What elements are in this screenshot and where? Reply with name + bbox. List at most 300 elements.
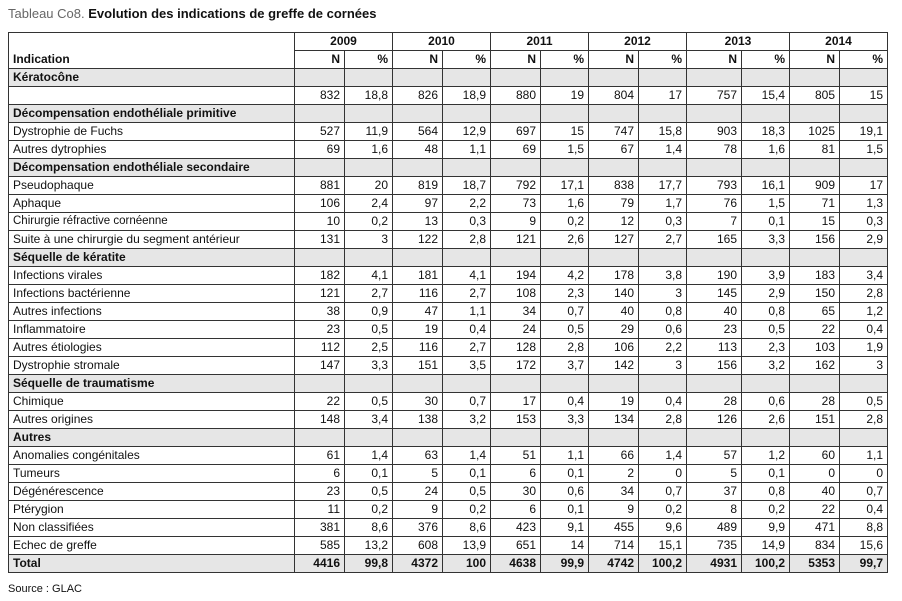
empty-cell: [589, 69, 639, 87]
table-row: [9, 285, 888, 303]
empty-cell: [491, 249, 541, 267]
count-cell: 651: [491, 537, 541, 555]
year-header-row: [9, 33, 888, 51]
count-cell: 903: [687, 123, 742, 141]
count-cell: 585: [295, 537, 345, 555]
percent-cell: 1,4: [443, 447, 491, 465]
percent-cell: 4,1: [345, 267, 393, 285]
count-cell: 121: [295, 285, 345, 303]
empty-cell: [345, 69, 393, 87]
percent-cell: 0,2: [742, 501, 790, 519]
empty-cell: [345, 159, 393, 177]
empty-cell: [742, 249, 790, 267]
table-row: [9, 303, 888, 321]
count-cell: 145: [687, 285, 742, 303]
percent-cell: 3,9: [742, 267, 790, 285]
empty-cell: [393, 375, 443, 393]
empty-cell: [687, 159, 742, 177]
percent-cell: 1,2: [840, 303, 888, 321]
count-cell: 112: [295, 339, 345, 357]
count-cell: 12: [589, 213, 639, 231]
empty-cell: [639, 375, 687, 393]
count-cell: 28: [790, 393, 840, 411]
empty-cell: [790, 105, 840, 123]
table-row: [9, 537, 888, 555]
percent-cell: 3: [639, 285, 687, 303]
empty-cell: [491, 69, 541, 87]
count-cell: 8: [687, 501, 742, 519]
percent-cell: 0,2: [345, 501, 393, 519]
count-cell: 4742: [589, 555, 639, 573]
count-cell: 4372: [393, 555, 443, 573]
percent-cell: 3,2: [742, 357, 790, 375]
section-label: Kératocône: [9, 69, 295, 87]
count-cell: 22: [790, 501, 840, 519]
row-label: Autres origines: [9, 411, 295, 429]
n-header: N: [491, 51, 541, 69]
year-header: 2014: [790, 33, 888, 51]
percent-cell: 4,2: [541, 267, 589, 285]
percent-cell: 0,8: [742, 483, 790, 501]
percent-cell: 0,5: [541, 321, 589, 339]
empty-cell: [345, 375, 393, 393]
percent-cell: 1,4: [639, 141, 687, 159]
empty-cell: [491, 159, 541, 177]
section-label: Décompensation endothéliale primitive: [9, 105, 295, 123]
count-cell: 183: [790, 267, 840, 285]
count-cell: 106: [589, 339, 639, 357]
count-cell: 148: [295, 411, 345, 429]
count-cell: 15: [790, 213, 840, 231]
count-cell: 131: [295, 231, 345, 249]
percent-cell: 3,4: [840, 267, 888, 285]
count-cell: 60: [790, 447, 840, 465]
empty-cell: [491, 429, 541, 447]
count-cell: 0: [790, 465, 840, 483]
section-label: Séquelle de kératite: [9, 249, 295, 267]
percent-cell: 2,5: [345, 339, 393, 357]
percent-cell: 0,2: [639, 501, 687, 519]
empty-cell: [443, 69, 491, 87]
count-cell: 134: [589, 411, 639, 429]
percent-cell: 2,7: [443, 339, 491, 357]
empty-cell: [295, 249, 345, 267]
empty-cell: [840, 105, 888, 123]
count-cell: 128: [491, 339, 541, 357]
count-cell: 48: [393, 141, 443, 159]
count-cell: 34: [589, 483, 639, 501]
percent-cell: 8,6: [443, 519, 491, 537]
count-cell: 78: [687, 141, 742, 159]
count-cell: 37: [687, 483, 742, 501]
section-row: [9, 429, 888, 447]
count-cell: 834: [790, 537, 840, 555]
row-label: Chimique: [9, 393, 295, 411]
empty-cell: [589, 249, 639, 267]
percent-cell: 0: [840, 465, 888, 483]
count-cell: 23: [295, 321, 345, 339]
count-cell: 804: [589, 87, 639, 105]
empty-cell: [840, 69, 888, 87]
percent-cell: 18,3: [742, 123, 790, 141]
indication-header: Indication: [9, 33, 295, 69]
empty-cell: [295, 69, 345, 87]
percent-cell: 100,2: [639, 555, 687, 573]
percent-cell: 2,6: [541, 231, 589, 249]
percent-cell: 0,5: [443, 483, 491, 501]
percent-cell: 2,2: [639, 339, 687, 357]
empty-cell: [393, 249, 443, 267]
percent-cell: 100,2: [742, 555, 790, 573]
percent-cell: 3: [639, 357, 687, 375]
count-cell: 2: [589, 465, 639, 483]
count-cell: 381: [295, 519, 345, 537]
percent-cell: 17: [639, 87, 687, 105]
table-body: [9, 69, 888, 573]
count-cell: 793: [687, 177, 742, 195]
percent-cell: 0,6: [541, 483, 589, 501]
percent-cell: 1,1: [541, 447, 589, 465]
percent-cell: 0,3: [443, 213, 491, 231]
count-cell: 5: [393, 465, 443, 483]
empty-cell: [295, 429, 345, 447]
count-cell: 182: [295, 267, 345, 285]
count-cell: 608: [393, 537, 443, 555]
table-title-text: Evolution des indications de greffe de cornées: [88, 6, 377, 21]
percent-cell: 3: [840, 357, 888, 375]
percent-cell: 0,7: [443, 393, 491, 411]
count-cell: 69: [491, 141, 541, 159]
empty-cell: [639, 249, 687, 267]
count-cell: 9: [393, 501, 443, 519]
row-label: Dégénérescence: [9, 483, 295, 501]
percent-cell: 15,6: [840, 537, 888, 555]
n-header: N: [393, 51, 443, 69]
percent-cell: 0,4: [443, 321, 491, 339]
row-label: Infections bactérienne: [9, 285, 295, 303]
section-row: [9, 69, 888, 87]
percent-cell: 2,4: [345, 195, 393, 213]
percent-cell: 0,5: [345, 321, 393, 339]
count-cell: 805: [790, 87, 840, 105]
percent-cell: 13,2: [345, 537, 393, 555]
count-cell: 4931: [687, 555, 742, 573]
table-row: [9, 393, 888, 411]
count-cell: 23: [295, 483, 345, 501]
percent-cell: 0,6: [742, 393, 790, 411]
count-cell: 792: [491, 177, 541, 195]
count-cell: 69: [295, 141, 345, 159]
table-row: [9, 519, 888, 537]
count-cell: 11: [295, 501, 345, 519]
count-cell: 66: [589, 447, 639, 465]
count-cell: 172: [491, 357, 541, 375]
row-label: Chirurgie réfractive cornéenne: [9, 213, 295, 231]
percent-cell: 14: [541, 537, 589, 555]
count-cell: 5: [687, 465, 742, 483]
percent-cell: 1,5: [541, 141, 589, 159]
empty-cell: [639, 105, 687, 123]
empty-cell: [742, 159, 790, 177]
count-cell: 9: [491, 213, 541, 231]
percent-cell: 19: [541, 87, 589, 105]
percent-cell: 2,9: [840, 231, 888, 249]
count-cell: 106: [295, 195, 345, 213]
count-cell: 17: [491, 393, 541, 411]
count-cell: 22: [295, 393, 345, 411]
row-label: Autres étiologies: [9, 339, 295, 357]
empty-cell: [345, 105, 393, 123]
percent-cell: 15: [541, 123, 589, 141]
n-header: N: [687, 51, 742, 69]
percent-cell: 0,4: [639, 393, 687, 411]
empty-cell: [295, 105, 345, 123]
count-cell: 697: [491, 123, 541, 141]
count-cell: 138: [393, 411, 443, 429]
count-cell: 22: [790, 321, 840, 339]
row-label: Non classifiées: [9, 519, 295, 537]
table-row: [9, 321, 888, 339]
n-header: N: [790, 51, 840, 69]
table-title-prefix: Tableau Co8.: [8, 6, 85, 21]
empty-cell: [295, 159, 345, 177]
count-cell: 23: [687, 321, 742, 339]
percent-cell: 2,9: [742, 285, 790, 303]
count-cell: 79: [589, 195, 639, 213]
table-row: [9, 195, 888, 213]
percent-cell: 0,4: [840, 501, 888, 519]
percent-cell: 1,1: [443, 141, 491, 159]
count-cell: 153: [491, 411, 541, 429]
empty-cell: [589, 429, 639, 447]
empty-cell: [790, 249, 840, 267]
percent-cell: 1,6: [541, 195, 589, 213]
row-label: Ptérygion: [9, 501, 295, 519]
row-label: Tumeurs: [9, 465, 295, 483]
count-cell: 57: [687, 447, 742, 465]
count-cell: 819: [393, 177, 443, 195]
count-cell: 527: [295, 123, 345, 141]
count-cell: 747: [589, 123, 639, 141]
empty-cell: [491, 375, 541, 393]
empty-cell: [639, 69, 687, 87]
table-row: [9, 87, 888, 105]
percent-cell: 2,8: [840, 285, 888, 303]
section-label: Séquelle de traumatisme: [9, 375, 295, 393]
percent-cell: 0,5: [345, 483, 393, 501]
percent-cell: 2,7: [443, 285, 491, 303]
percent-cell: 0,1: [443, 465, 491, 483]
percent-cell: 19,1: [840, 123, 888, 141]
percent-cell: 0,2: [541, 213, 589, 231]
empty-cell: [639, 429, 687, 447]
percent-cell: 1,7: [639, 195, 687, 213]
count-cell: 71: [790, 195, 840, 213]
pct-header: %: [742, 51, 790, 69]
percent-cell: 2,8: [443, 231, 491, 249]
count-cell: 909: [790, 177, 840, 195]
count-cell: 9: [589, 501, 639, 519]
count-cell: 38: [295, 303, 345, 321]
empty-cell: [790, 429, 840, 447]
empty-cell: [589, 159, 639, 177]
table-row: [9, 231, 888, 249]
percent-cell: 99,7: [840, 555, 888, 573]
table-row: [9, 501, 888, 519]
table-title: [8, 6, 376, 21]
year-header: 2012: [589, 33, 687, 51]
percent-cell: 11,9: [345, 123, 393, 141]
empty-cell: [295, 375, 345, 393]
percent-cell: 1,5: [742, 195, 790, 213]
count-cell: 116: [393, 285, 443, 303]
count-cell: 142: [589, 357, 639, 375]
pct-header: %: [639, 51, 687, 69]
empty-cell: [840, 375, 888, 393]
count-cell: 6: [295, 465, 345, 483]
pct-header: %: [345, 51, 393, 69]
empty-cell: [443, 159, 491, 177]
table-row: [9, 339, 888, 357]
table-row: [9, 357, 888, 375]
count-cell: 714: [589, 537, 639, 555]
row-label: Inflammatoire: [9, 321, 295, 339]
percent-cell: 0,4: [840, 321, 888, 339]
count-cell: 832: [295, 87, 345, 105]
empty-cell: [687, 249, 742, 267]
count-cell: 28: [687, 393, 742, 411]
percent-cell: 0,7: [840, 483, 888, 501]
pct-header: %: [840, 51, 888, 69]
count-cell: 24: [393, 483, 443, 501]
percent-cell: 18,7: [443, 177, 491, 195]
empty-cell: [742, 375, 790, 393]
percent-cell: 1,1: [840, 447, 888, 465]
percent-cell: 1,4: [345, 447, 393, 465]
count-cell: 19: [393, 321, 443, 339]
row-label: Anomalies congénitales: [9, 447, 295, 465]
percent-cell: 1,3: [840, 195, 888, 213]
percent-cell: 3,3: [345, 357, 393, 375]
count-cell: 6: [491, 465, 541, 483]
empty-cell: [790, 159, 840, 177]
empty-cell: [589, 105, 639, 123]
count-cell: 122: [393, 231, 443, 249]
count-cell: 151: [393, 357, 443, 375]
empty-cell: [393, 429, 443, 447]
row-label: Total: [9, 555, 295, 573]
percent-cell: 3,5: [443, 357, 491, 375]
pct-header: %: [443, 51, 491, 69]
count-cell: 423: [491, 519, 541, 537]
percent-cell: 0,1: [742, 213, 790, 231]
percent-cell: 9,9: [742, 519, 790, 537]
percent-cell: 2,8: [639, 411, 687, 429]
percent-cell: 0,1: [541, 465, 589, 483]
percent-cell: 0,5: [840, 393, 888, 411]
percent-cell: 1,6: [345, 141, 393, 159]
percent-cell: 8,6: [345, 519, 393, 537]
empty-cell: [491, 105, 541, 123]
empty-cell: [443, 375, 491, 393]
empty-cell: [541, 249, 589, 267]
percent-cell: 0,2: [443, 501, 491, 519]
percent-cell: 2,3: [541, 285, 589, 303]
percent-cell: 3,3: [541, 411, 589, 429]
table-row: [9, 177, 888, 195]
row-label: Dystrophie de Fuchs: [9, 123, 295, 141]
count-cell: 190: [687, 267, 742, 285]
percent-cell: 0: [639, 465, 687, 483]
count-cell: 76: [687, 195, 742, 213]
empty-cell: [790, 375, 840, 393]
count-cell: 151: [790, 411, 840, 429]
count-cell: 4416: [295, 555, 345, 573]
percent-cell: 3,7: [541, 357, 589, 375]
empty-cell: [742, 105, 790, 123]
count-cell: 65: [790, 303, 840, 321]
percent-cell: 9,6: [639, 519, 687, 537]
section-row: [9, 249, 888, 267]
empty-cell: [345, 249, 393, 267]
count-cell: 24: [491, 321, 541, 339]
percent-cell: 100: [443, 555, 491, 573]
percent-cell: 0,3: [639, 213, 687, 231]
table-row: [9, 447, 888, 465]
table-row: [9, 141, 888, 159]
empty-cell: [639, 159, 687, 177]
section-row: [9, 159, 888, 177]
section-row: [9, 105, 888, 123]
percent-cell: 0,1: [345, 465, 393, 483]
year-header: 2011: [491, 33, 589, 51]
empty-cell: [541, 159, 589, 177]
percent-cell: 17,7: [639, 177, 687, 195]
table-row: [9, 483, 888, 501]
count-cell: 156: [687, 357, 742, 375]
percent-cell: 2,7: [345, 285, 393, 303]
count-cell: 29: [589, 321, 639, 339]
count-cell: 564: [393, 123, 443, 141]
count-cell: 471: [790, 519, 840, 537]
percent-cell: 0,6: [639, 321, 687, 339]
percent-cell: 2,7: [639, 231, 687, 249]
count-cell: 40: [790, 483, 840, 501]
count-cell: 73: [491, 195, 541, 213]
percent-cell: 0,7: [639, 483, 687, 501]
n-header: N: [589, 51, 639, 69]
percent-cell: 1,6: [742, 141, 790, 159]
count-cell: 40: [687, 303, 742, 321]
indications-table: [8, 32, 888, 573]
empty-cell: [589, 375, 639, 393]
count-cell: 4638: [491, 555, 541, 573]
percent-cell: 0,5: [345, 393, 393, 411]
count-cell: 147: [295, 357, 345, 375]
empty-cell: [742, 69, 790, 87]
table-row: [9, 267, 888, 285]
row-label: Aphaque: [9, 195, 295, 213]
count-cell: 376: [393, 519, 443, 537]
year-header: 2010: [393, 33, 491, 51]
percent-cell: 1,9: [840, 339, 888, 357]
percent-cell: 18,8: [345, 87, 393, 105]
count-cell: 455: [589, 519, 639, 537]
count-cell: 30: [491, 483, 541, 501]
count-cell: 103: [790, 339, 840, 357]
count-cell: 127: [589, 231, 639, 249]
empty-cell: [840, 249, 888, 267]
